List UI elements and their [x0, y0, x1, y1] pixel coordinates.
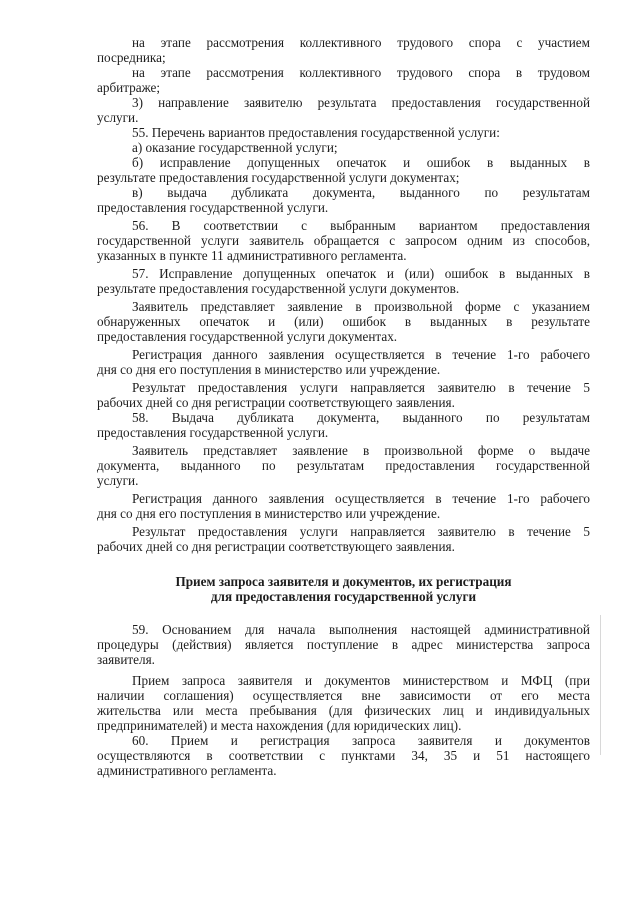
text-line: б) исправление допущенных опечаток и ошибок в выданных в [132, 155, 590, 170]
text-line: процедуры (действия) является поступление в адрес министерства запроса [97, 637, 590, 652]
page-edge-shadow [600, 615, 601, 755]
text-line: 58. Выдача дубликата документа, выданного по результатам [132, 410, 590, 425]
text-line: 57. Исправление допущенных опечаток и (или) ошибок в выданных в [132, 266, 590, 281]
text-line: 59. Основанием для начала выполнения настоящей административной [132, 622, 590, 637]
text-line: 55. Перечень вариантов предоставления государственной услуги: [132, 125, 500, 140]
text-line: услуги. [97, 473, 139, 488]
text-line: предоставления государственной услуги. [97, 425, 329, 440]
text-line: государственной услуги заявитель обращается с запросом одним из способов, [97, 233, 590, 248]
text-line: предоставления государственной услуги документах. [97, 329, 398, 344]
text-line: а) оказание государственной услуги; [132, 140, 338, 155]
paragraphs-54-58 [97, 35, 590, 554]
text-line: 60. Прием и регистрация запроса заявителя и документов [132, 733, 590, 748]
text-line: рабочих дней со дня регистрации соответствующего заявления. [97, 395, 455, 410]
text-line: указанных в пункте 11 административного регламента. [97, 248, 407, 263]
text-line: на этапе рассмотрения коллективного трудового спора в трудовом [132, 65, 590, 80]
text-line: осуществляются в соответствии с пунктами 34, 35 и 51 настоящего [97, 748, 590, 763]
text-line: дня со дня его поступления в министерство или учреждение. [97, 362, 441, 377]
text-line: услуги. [97, 110, 139, 125]
text-line: дня со дня его поступления в министерство или учреждение. [97, 506, 441, 521]
text-line: на этапе рассмотрения коллективного трудового спора с участием [132, 35, 590, 50]
section-heading [97, 574, 590, 604]
text-line: Результат предоставления услуги направляется заявителю в течение 5 [132, 380, 590, 395]
text-line: 3) направление заявителю результата предоставления государственной [132, 95, 590, 110]
text-line: арбитраже; [97, 80, 161, 95]
text-line: Регистрация данного заявления осуществляется в течение 1-го рабочего [132, 347, 590, 362]
text-line: Регистрация данного заявления осуществляется в течение 1-го рабочего [132, 491, 590, 506]
text-line: предоставления государственной услуги. [97, 200, 329, 215]
text-line: результате предоставления государственной услуги документов. [97, 281, 460, 296]
text-line: обнаруженных опечаток и (или) ошибок в выданных в результате [97, 314, 590, 329]
text-line: в) выдача дубликата документа, выданного по результатам [132, 185, 590, 200]
text-line: результате предоставления государственной услуги документах; [97, 170, 460, 185]
text-line: наличии соглашения) осуществляется вне зависимости от его места [97, 688, 590, 703]
text-line: заявителя. [97, 652, 155, 667]
text-line: Прием запроса заявителя и документов министерством и МФЦ (при [132, 673, 590, 688]
text-line: Заявитель представляет заявление в произвольной форме с указанием [132, 299, 590, 314]
text-line: административного регламента. [97, 763, 277, 778]
section-heading-line-2: для предоставления государственной услуги [210, 589, 477, 604]
document-body [97, 35, 590, 778]
paragraphs-59-60 [97, 622, 590, 778]
section-heading-line-1: Прием запроса заявителя и документов, их регистрация [175, 574, 512, 589]
text-line: жительства или места пребывания (для физических лиц и индивидуальных [97, 703, 590, 718]
text-line: 56. В соответствии с выбранным вариантом предоставления [132, 218, 590, 233]
text-line: предпринимателей) и места нахождения (для юридических лиц). [97, 718, 462, 733]
text-line: документа, выданного по результатам предоставления государственной [97, 458, 590, 473]
text-line: посредника; [97, 50, 166, 65]
text-line: Заявитель представляет заявление в произвольной форме о выдаче [132, 443, 590, 458]
text-line: рабочих дней со дня регистрации соответствующего заявления. [97, 539, 455, 554]
text-line: Результат предоставления услуги направляется заявителю в течение 5 [132, 524, 590, 539]
